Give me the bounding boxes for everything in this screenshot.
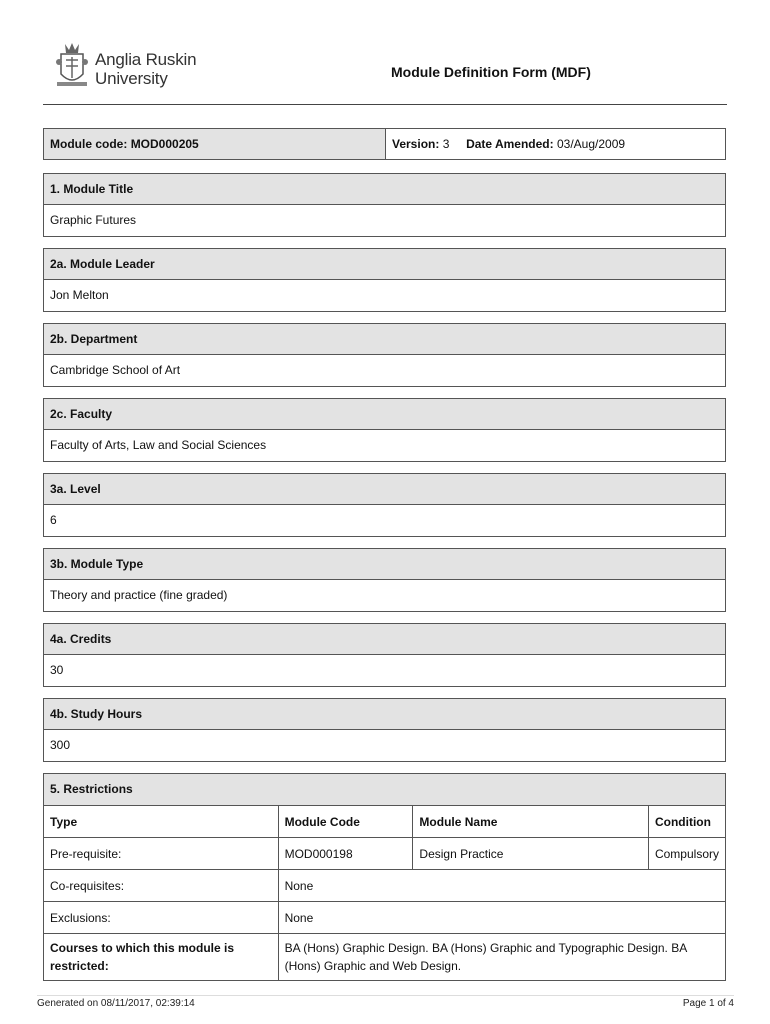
cell-module-name: Design Practice bbox=[413, 838, 649, 870]
column-header: Module Code bbox=[278, 806, 413, 838]
university-logo bbox=[55, 40, 235, 92]
column-header: Type bbox=[44, 806, 278, 838]
page-footer bbox=[37, 995, 734, 1009]
section-heading: 1. Module Title bbox=[44, 174, 725, 205]
table-row bbox=[44, 902, 725, 934]
module-code-value: MOD000205 bbox=[130, 137, 199, 151]
logo-line-1: Anglia Ruskin bbox=[95, 50, 197, 69]
section-value: Graphic Futures bbox=[50, 213, 137, 227]
date-amended-value: 03/Aug/2009 bbox=[556, 137, 626, 151]
cell-value: None bbox=[278, 870, 725, 902]
logo-wordmark bbox=[95, 50, 196, 88]
section-department bbox=[43, 323, 726, 387]
cell-type: Exclusions: bbox=[44, 902, 278, 934]
section-heading: 3a. Level bbox=[44, 474, 725, 505]
column-header: Module Name bbox=[413, 806, 649, 838]
cell-value: None bbox=[278, 902, 725, 934]
section-heading: 5. Restrictions bbox=[44, 774, 725, 805]
section-heading: 2c. Faculty bbox=[44, 399, 725, 430]
section-heading: 4a. Credits bbox=[44, 624, 725, 655]
table-header-row bbox=[44, 806, 725, 838]
section-level bbox=[43, 473, 726, 537]
section-value: Faculty of Arts, Law and Social Sciences bbox=[50, 438, 267, 452]
version-value: 3 bbox=[442, 137, 450, 151]
cell-type: Pre-requisite: bbox=[44, 838, 278, 870]
section-restrictions bbox=[43, 773, 726, 981]
section-module-type bbox=[43, 548, 726, 612]
section-value: 300 bbox=[50, 738, 71, 752]
form-title: Module Definition Form (MDF) bbox=[391, 64, 591, 80]
cell-module-code: MOD000198 bbox=[278, 838, 413, 870]
section-faculty bbox=[43, 398, 726, 462]
logo-line-2: University bbox=[95, 69, 168, 88]
table-row bbox=[44, 838, 725, 870]
section-heading: 4b. Study Hours bbox=[44, 699, 725, 730]
section-value: Jon Melton bbox=[50, 288, 109, 302]
section-value: Theory and practice (fine graded) bbox=[50, 588, 228, 602]
table-row bbox=[44, 870, 725, 902]
page-number: Page 1 of 4 bbox=[682, 998, 734, 1009]
version-cell bbox=[386, 129, 625, 159]
module-code-cell bbox=[44, 129, 386, 159]
module-code-bar bbox=[43, 128, 726, 160]
restrictions-table bbox=[44, 805, 725, 980]
date-amended-label: Date Amended: bbox=[466, 137, 554, 151]
version-label: Version: bbox=[392, 137, 440, 151]
section-module-title bbox=[43, 173, 726, 237]
table-row bbox=[44, 934, 725, 981]
cell-value: BA (Hons) Graphic Design. BA (Hons) Graphic and Typographic Design. BA (Hons) Graphic and Web Design. bbox=[278, 934, 725, 981]
generated-timestamp: Generated on 08/11/2017, 02:39:14 bbox=[37, 998, 195, 1009]
section-value: 30 bbox=[50, 663, 64, 677]
section-study-hours bbox=[43, 698, 726, 762]
column-header: Condition bbox=[648, 806, 725, 838]
section-value: 6 bbox=[50, 513, 57, 527]
section-credits bbox=[43, 623, 726, 687]
section-value: Cambridge School of Art bbox=[50, 363, 181, 377]
page-header bbox=[43, 36, 727, 105]
module-code-label: Module code: bbox=[50, 137, 128, 151]
cell-condition: Compulsory bbox=[648, 838, 725, 870]
section-module-leader bbox=[43, 248, 726, 312]
cell-type: Co-requisites: bbox=[44, 870, 278, 902]
crest-icon bbox=[55, 40, 89, 90]
section-heading: 2b. Department bbox=[44, 324, 725, 355]
section-heading: 3b. Module Type bbox=[44, 549, 725, 580]
section-heading: 2a. Module Leader bbox=[44, 249, 725, 280]
cell-type: Courses to which this module is restricted: bbox=[44, 934, 278, 981]
